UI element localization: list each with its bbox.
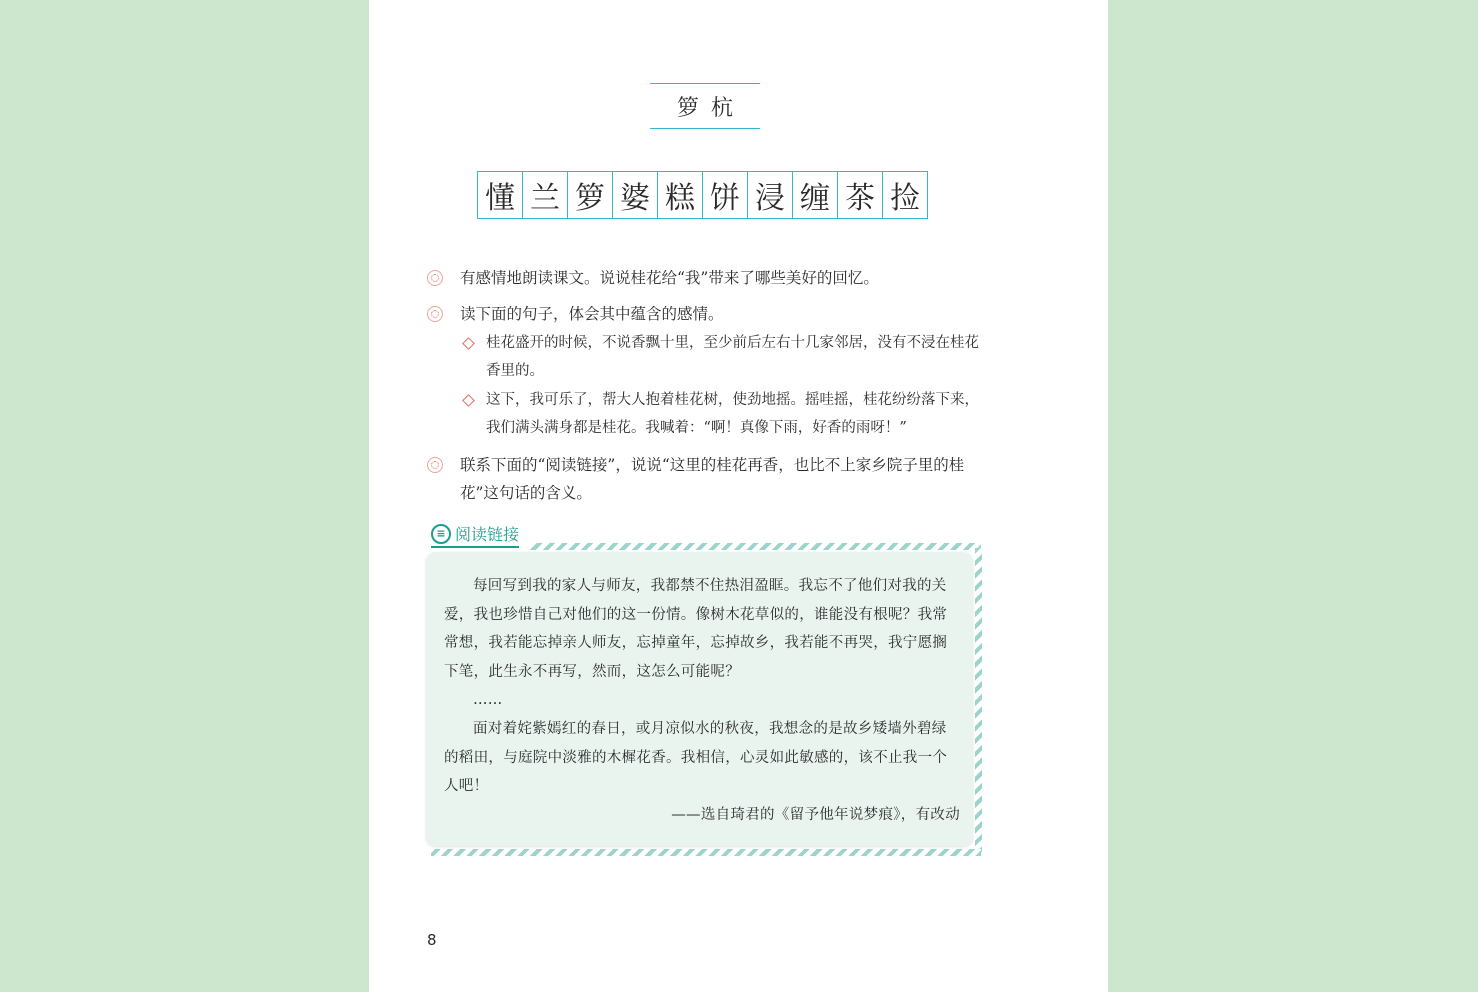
char-cell: 浸 — [748, 172, 793, 218]
reading-link-box — [426, 552, 973, 846]
question-1 — [429, 264, 989, 292]
question-text: 有感情地朗读课文。说说桂花给“我”带来了哪些美好的回忆。 — [460, 269, 879, 287]
page-number: 8 — [427, 931, 437, 949]
book-icon: ≡ — [431, 524, 451, 544]
char-cell: 茶 — [838, 172, 883, 218]
sentence-2 — [464, 386, 984, 442]
char-cell: 懂 — [478, 172, 523, 218]
reading-link-label — [431, 522, 519, 548]
char-cell: 捡 — [890, 181, 920, 216]
passage-source: ——选自琦君的《留予他年说梦痕》，有改动 — [671, 806, 960, 823]
passage-paragraph: 每回写到我的家人与师友，我都禁不住热泪盈眶。我忘不了他们对我的关爱，我也珍惜自己对他们的这一份情。像树木花草似的，谁能没有根呢？我常常想，我若能忘掉亲人师友，忘掉童年，忘掉故乡，我若能不再哭，我宁愿搁下笔，此生永不再写，然而，这怎么可能呢？ — [444, 578, 948, 680]
textbook-page — [369, 0, 1108, 992]
passage-ellipsis: …… — [473, 692, 503, 709]
char-cell: 缠 — [793, 172, 838, 218]
sentence-text: 桂花盛开的时候，不说香飘十里，至少前后左右十几家邻居，没有不浸在桂花香里的。 — [486, 335, 979, 379]
question-2 — [429, 300, 989, 328]
sentence-1 — [464, 329, 984, 385]
question-3 — [429, 451, 989, 507]
character-grid — [477, 171, 928, 219]
char-cell: 糕 — [658, 172, 703, 218]
char-cell: 饼 — [703, 172, 748, 218]
decorative-stripe — [975, 548, 982, 852]
question-bullet-icon — [427, 270, 443, 286]
diamond-bullet-icon — [462, 394, 475, 407]
question-bullet-icon — [427, 306, 443, 322]
char-cell: 兰 — [523, 172, 568, 218]
pinyin-word-box: 箩杭 — [650, 83, 760, 129]
sentence-text: 这下，我可乐了，帮大人抱着桂花树，使劲地摇。摇哇摇，桂花纷纷落下来，我们满头满身都是桂花。我喊着：“啊！真像下雨，好香的雨呀！” — [486, 392, 979, 436]
decorative-stripe — [431, 849, 981, 856]
decorative-stripe — [529, 543, 981, 550]
question-text: 联系下面的“阅读链接”，说说“这里的桂花再香，也比不上家乡院子里的桂花”这句话的含义。 — [460, 456, 965, 502]
char-cell: 婆 — [613, 172, 658, 218]
question-bullet-icon — [427, 457, 443, 473]
reading-link-title: 阅读链接 — [455, 525, 520, 544]
question-text: 读下面的句子，体会其中蕴含的感情。 — [460, 305, 724, 323]
passage-paragraph: 面对着姹紫嫣红的春日，或月凉似水的秋夜，我想念的是故乡矮墙外碧绿的稻田，与庭院中淡雅的木樨花香。我相信，心灵如此敏感的，该不止我一个人吧！ — [444, 720, 948, 795]
diamond-bullet-icon — [462, 337, 475, 350]
reading-passage — [444, 572, 960, 829]
char-cell: 箩 — [568, 172, 613, 218]
